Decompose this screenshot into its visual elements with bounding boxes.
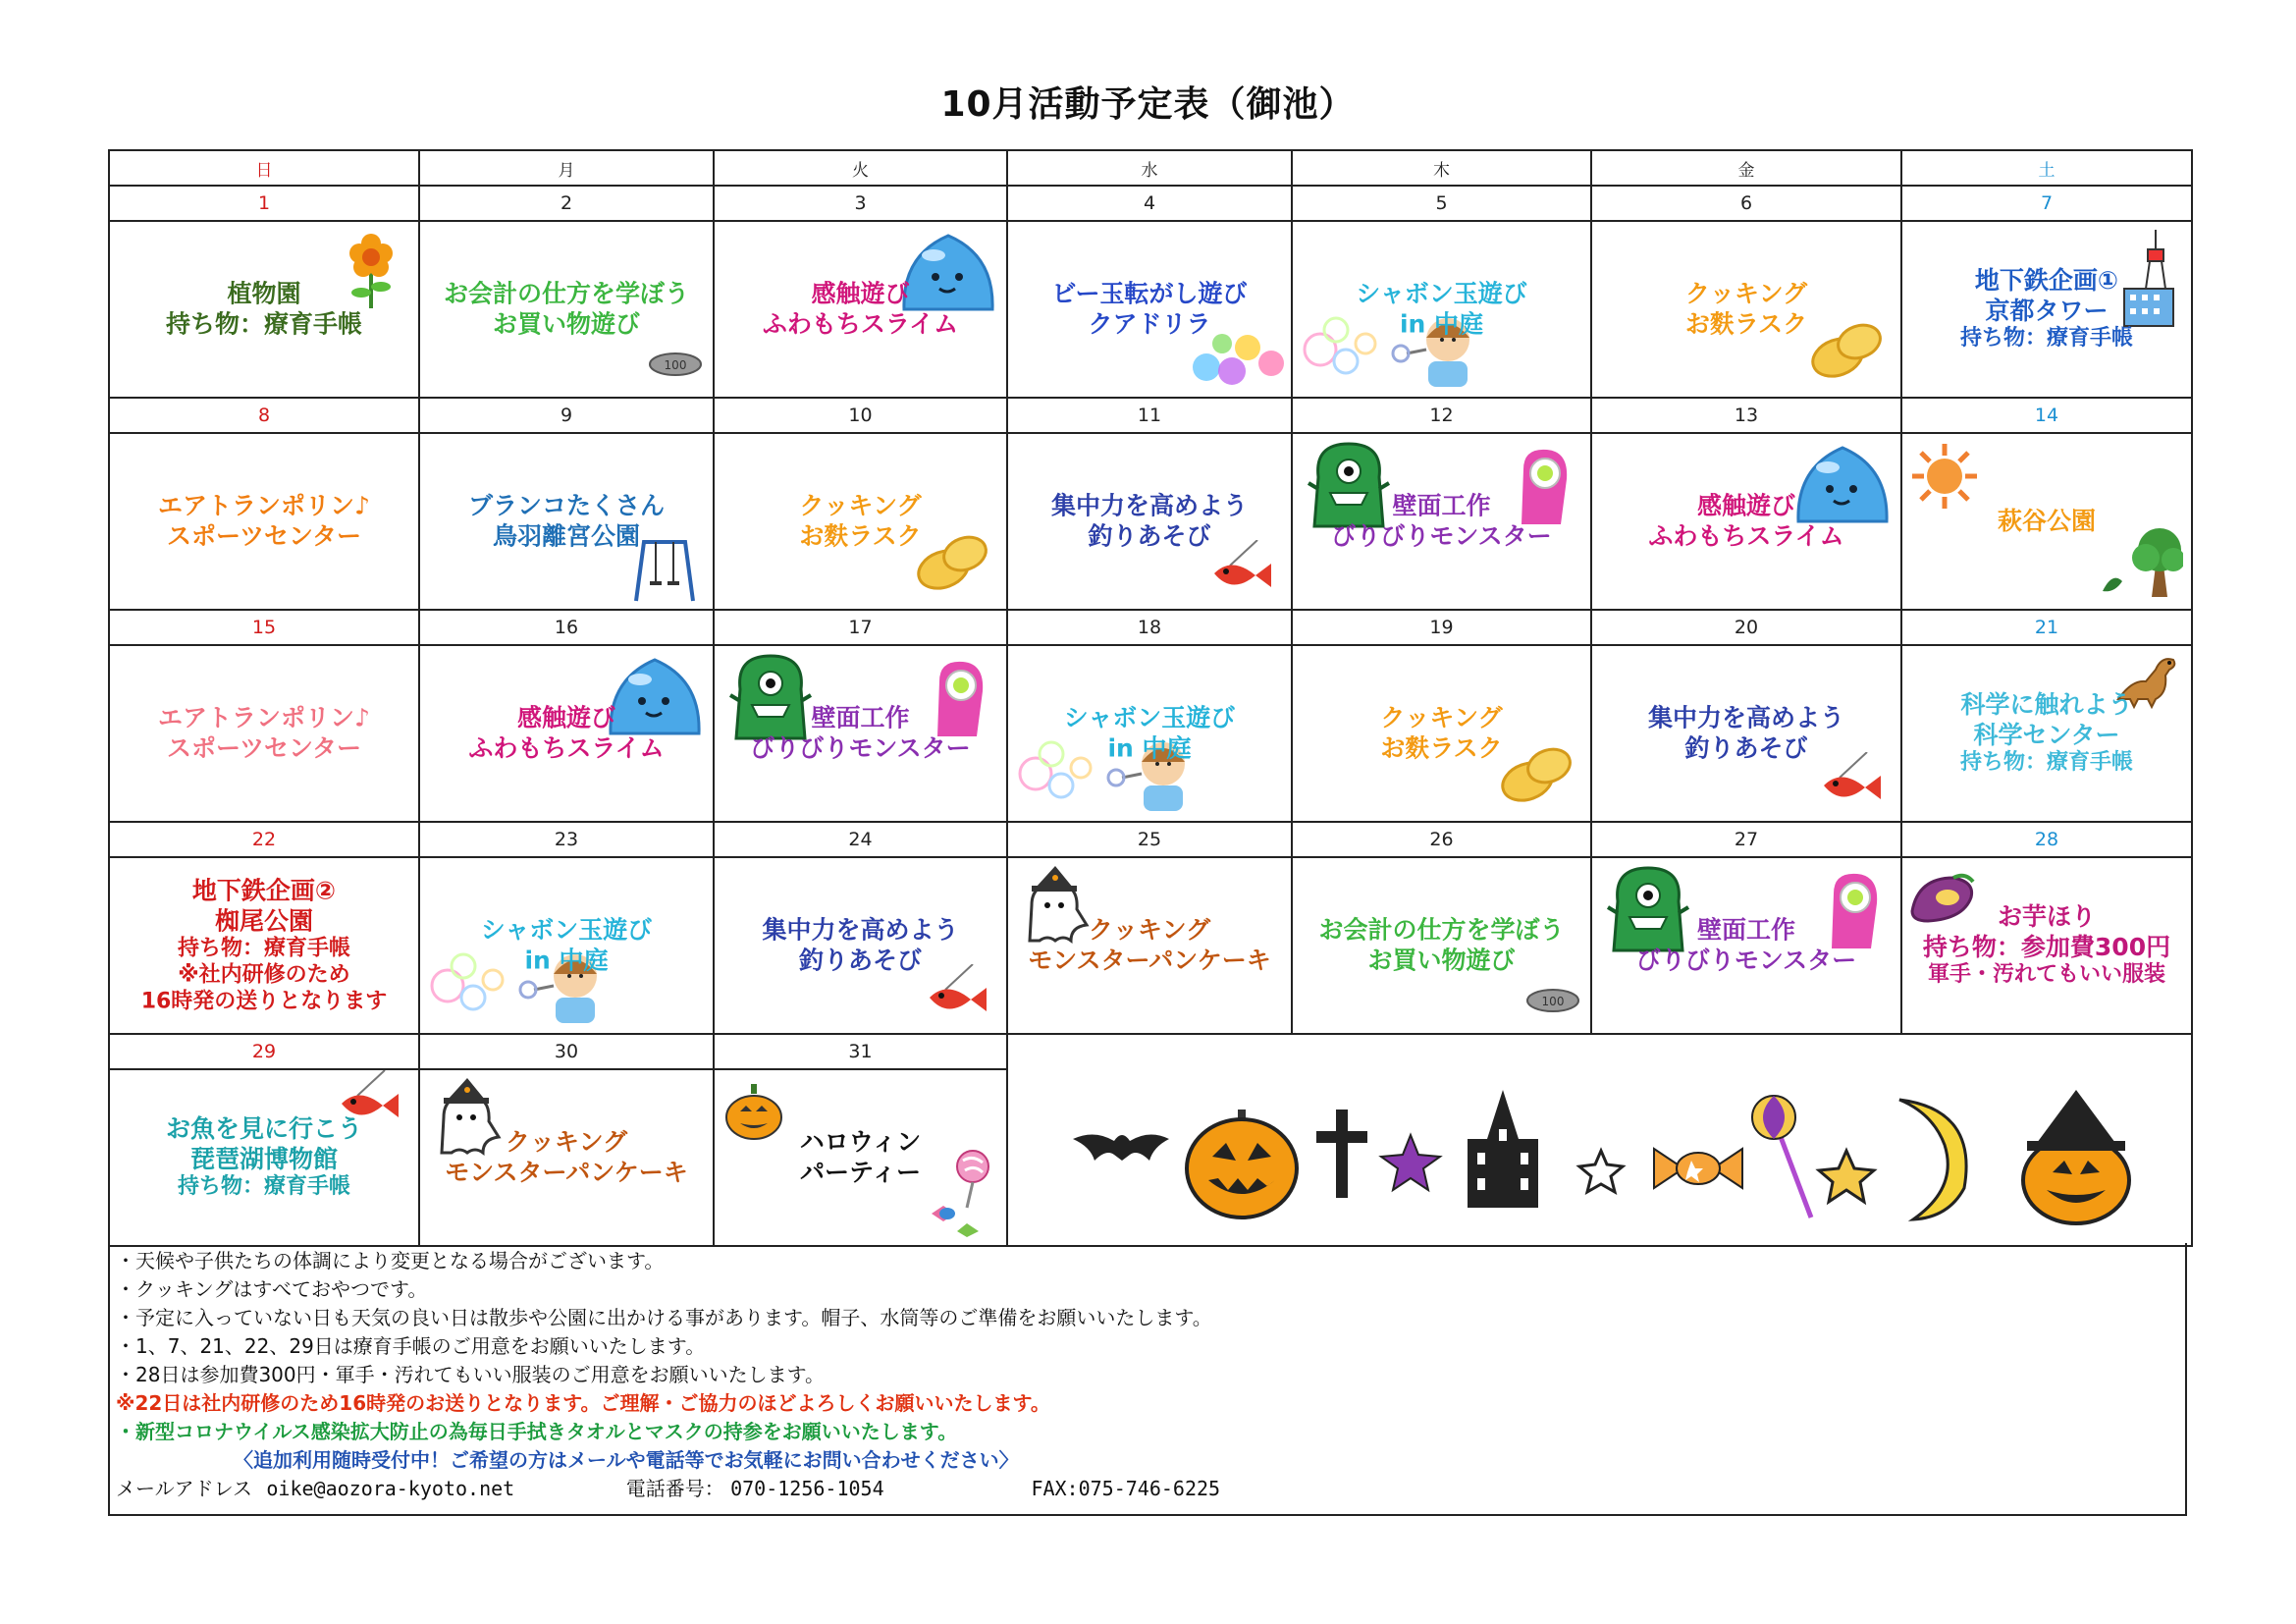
activity-row	[109, 1069, 2192, 1246]
weekday-sun: 日	[109, 150, 419, 186]
date-number: 11	[1007, 398, 1292, 433]
event-line: パーティー	[799, 1158, 921, 1186]
candy-icon	[1654, 1149, 1742, 1188]
event-line: 釣りあそび	[1088, 521, 1211, 550]
moon-icon	[1899, 1100, 1966, 1219]
event-line: ブランコたくさん	[467, 491, 665, 520]
event-line: 16時発の送りとなります	[140, 988, 388, 1013]
day-cell	[1292, 645, 1591, 822]
day-cell	[1007, 221, 1292, 398]
date-number: 6	[1591, 186, 1901, 221]
note-line: ・28日は参加費300円・軍手・汚れてもいい服装のご用意をお願いいたします。	[116, 1363, 826, 1386]
event-line: スポーツセンター	[166, 521, 361, 550]
event-line: 感触遊び	[516, 703, 615, 732]
svg-text:100: 100	[1541, 995, 1565, 1008]
day-cell	[1901, 221, 2192, 398]
day-cell	[1591, 433, 1901, 610]
event-line: in 中庭	[524, 946, 609, 974]
event-line: ふわもちスライム	[762, 309, 959, 338]
event-text	[1293, 916, 1590, 976]
cross-icon	[1316, 1110, 1367, 1198]
weekday-tue: 火	[714, 150, 1007, 186]
date-number-row	[109, 610, 2192, 645]
lollipop-icon	[1752, 1096, 1811, 1218]
event-line: クッキング	[1684, 279, 1808, 308]
event-text	[1008, 704, 1291, 764]
weekday-fri: 金	[1591, 150, 1901, 186]
event-line: 持ち物：療育手帳	[177, 936, 350, 961]
date-number: 7	[1901, 186, 2192, 221]
event-text	[1592, 916, 1900, 976]
event-text	[420, 280, 713, 340]
event-line: びりびりモンスター	[750, 733, 971, 762]
calendar-weeks	[109, 186, 2192, 1246]
event-line: クアドリラ	[1088, 309, 1211, 338]
event-text	[715, 492, 1006, 552]
weekday-thu: 木	[1292, 150, 1591, 186]
page-title: 10月活動予定表（御池）	[940, 84, 1356, 125]
event-text	[715, 916, 1006, 976]
date-number: 5	[1292, 186, 1591, 221]
event-line: 京都タワー	[1985, 296, 2109, 325]
date-number: 21	[1901, 610, 2192, 645]
event-line: in 中庭	[1399, 309, 1484, 338]
event-line: 持ち物：療育手帳	[1959, 750, 2133, 776]
event-line: ※社内研修のため	[178, 962, 350, 988]
event-line: 萩谷公園	[1997, 506, 2096, 535]
event-line: お麩ラスク	[799, 521, 922, 550]
event-line: びりびりモンスター	[1635, 946, 1857, 974]
day-cell	[714, 645, 1007, 822]
event-line: エアトランポリン♪	[158, 703, 370, 732]
day-cell	[109, 1069, 419, 1246]
calendar-table	[108, 149, 2193, 1247]
event-line: お麩ラスク	[1380, 733, 1503, 762]
note-line: ・予定に入っていない日も天気の良い日は散歩や公園に出かける事があります。帽子、水筒等のご準備をお願いいたします。	[116, 1306, 1212, 1329]
event-line: 椥尾公園	[214, 905, 313, 935]
date-number: 18	[1007, 610, 1292, 645]
notes-section	[108, 1243, 2187, 1516]
date-number: 31	[714, 1034, 1007, 1069]
date-number-row	[109, 1034, 2192, 1069]
event-text	[1902, 266, 2191, 352]
activity-row	[109, 645, 2192, 822]
note-line: ・クッキングはすべておやつです。	[116, 1277, 428, 1301]
event-line: 地下鉄企画①	[1974, 266, 2119, 296]
date-number: 19	[1292, 610, 1591, 645]
event-text	[110, 704, 418, 764]
event-line: 琵琶湖博物館	[189, 1144, 338, 1173]
event-text	[715, 1128, 1006, 1188]
date-number: 27	[1591, 822, 1901, 857]
date-number: 4	[1007, 186, 1292, 221]
event-text	[1902, 690, 2191, 777]
day-cell	[1901, 645, 2192, 822]
event-line: ふわもちスライム	[468, 733, 665, 762]
date-number: 14	[1901, 398, 2192, 433]
event-line: モンスターパンケーキ	[1028, 946, 1271, 974]
event-line: 感触遊び	[811, 279, 910, 308]
date-number: 13	[1591, 398, 1901, 433]
event-text	[110, 1114, 418, 1201]
event-line: 壁面工作	[811, 703, 910, 732]
event-line: 持ち物：療育手帳	[1959, 326, 2133, 352]
date-number: 1	[109, 186, 419, 221]
day-cell	[419, 645, 714, 822]
bat-icon	[1073, 1134, 1169, 1161]
event-text	[1592, 280, 1900, 340]
event-line: 持ち物：療育手帳	[165, 309, 362, 338]
date-number: 22	[109, 822, 419, 857]
event-text	[1293, 704, 1590, 764]
day-cell	[1901, 433, 2192, 610]
day-cell	[1292, 433, 1591, 610]
date-number: 8	[109, 398, 419, 433]
event-text	[110, 280, 418, 340]
weekday-header-row	[109, 150, 2192, 186]
date-number: 17	[714, 610, 1007, 645]
day-cell	[714, 433, 1007, 610]
date-number: 2	[419, 186, 714, 221]
event-text	[715, 280, 1006, 340]
email-address[interactable]: oike@aozora-kyoto.net	[266, 1477, 515, 1500]
date-number: 12	[1292, 398, 1591, 433]
event-line: 集中力を高めよう	[1050, 491, 1248, 520]
event-line: お麩ラスク	[1684, 309, 1808, 338]
date-number: 29	[109, 1034, 419, 1069]
event-text	[420, 1128, 713, 1188]
day-cell	[714, 1069, 1007, 1246]
event-line: お買い物遊び	[492, 309, 640, 338]
event-line: お買い物遊び	[1367, 946, 1516, 974]
date-number: 26	[1292, 822, 1591, 857]
weekday-wed: 水	[1007, 150, 1292, 186]
event-line: 植物園	[227, 279, 301, 308]
event-line: 壁面工作	[1392, 491, 1491, 520]
event-line: 科学に触れよう	[1960, 690, 2133, 720]
day-cell	[1292, 857, 1591, 1034]
day-cell	[1007, 433, 1292, 610]
day-cell	[1901, 857, 2192, 1034]
event-line: エアトランポリン♪	[158, 491, 370, 520]
day-cell	[109, 645, 419, 822]
activity-row	[109, 433, 2192, 610]
event-text	[715, 704, 1006, 764]
date-number-row	[109, 398, 2192, 433]
star-icon	[1579, 1151, 1623, 1192]
day-cell	[419, 1069, 714, 1246]
day-cell	[1292, 221, 1591, 398]
phone-number[interactable]: 070-1256-1054	[730, 1477, 884, 1500]
date-number: 10	[714, 398, 1007, 433]
day-cell	[109, 857, 419, 1034]
star-icon	[1381, 1135, 1440, 1190]
date-number-row	[109, 822, 2192, 857]
date-number: 30	[419, 1034, 714, 1069]
event-line: 持ち物：参加費300円	[1922, 932, 2171, 961]
activity-row	[109, 221, 2192, 398]
day-cell	[109, 221, 419, 398]
event-text	[1008, 492, 1291, 552]
contact-line	[116, 1475, 2179, 1503]
weekday-mon: 月	[419, 150, 714, 186]
event-text	[1293, 280, 1590, 340]
event-text	[110, 876, 418, 1014]
date-number: 3	[714, 186, 1007, 221]
event-line: お芋ほり	[1997, 902, 2096, 932]
event-text	[420, 704, 713, 764]
date-number: 23	[419, 822, 714, 857]
event-line: お会計の仕方を学ぼう	[443, 279, 689, 308]
day-cell	[109, 433, 419, 610]
event-line: 科学センター	[1973, 720, 2120, 749]
note-covid-notice: ・新型コロナウイルス感染拡大防止の為毎日手拭きタオルとマスクの持参をお願いいたします。	[116, 1420, 958, 1443]
date-number-row	[109, 186, 2192, 221]
event-text	[420, 492, 713, 552]
event-line: 壁面工作	[1696, 915, 1795, 945]
fax-number: FAX:075-746-6225	[1031, 1477, 1221, 1500]
email-label: メールアドレス	[116, 1477, 252, 1500]
star-icon	[1819, 1151, 1874, 1202]
event-line: クッキング	[799, 491, 922, 520]
svg-text:100: 100	[664, 358, 687, 372]
event-line: 感触遊び	[1696, 491, 1795, 520]
note-line: ・天候や子供たちの体調により変更となる場合がございます。	[116, 1249, 665, 1272]
event-text	[1902, 902, 2191, 989]
event-line: 鳥羽離宮公園	[492, 521, 640, 550]
event-line: in 中庭	[1107, 733, 1192, 762]
activity-row	[109, 857, 2192, 1034]
sun-icon	[1910, 442, 1979, 514]
event-text	[1293, 492, 1590, 552]
coin-icon	[648, 352, 703, 381]
day-cell	[419, 857, 714, 1034]
event-line: お魚を見に行こう	[165, 1114, 362, 1144]
date-number: 28	[1901, 822, 2192, 857]
event-line: クッキング	[1380, 703, 1503, 732]
day-cell	[419, 221, 714, 398]
event-line: 地下鉄企画②	[191, 876, 337, 905]
day-cell	[1591, 645, 1901, 822]
event-line: クッキング	[1088, 915, 1211, 945]
day-cell	[419, 433, 714, 610]
event-line: ハロウィン	[799, 1127, 922, 1157]
event-line: 集中力を高めよう	[762, 915, 959, 945]
halloween-decoration	[1007, 1069, 2192, 1246]
date-number: 25	[1007, 822, 1292, 857]
event-line: 集中力を高めよう	[1647, 703, 1844, 732]
event-text	[110, 492, 418, 552]
day-cell	[1007, 645, 1292, 822]
day-cell	[1591, 221, 1901, 398]
day-cell	[714, 221, 1007, 398]
date-number: 16	[419, 610, 714, 645]
date-number: 15	[109, 610, 419, 645]
event-line: ビー玉転がし遊び	[1051, 279, 1248, 308]
event-line: 釣りあそび	[1684, 733, 1808, 762]
day-cell	[714, 857, 1007, 1034]
event-line: 持ち物：療育手帳	[177, 1174, 350, 1200]
note-enrollment-notice: 〈追加利用随時受付中！ご希望の方はメールや電話等でお気軽にお問い合わせください〉	[234, 1448, 1019, 1472]
event-line: クッキング	[505, 1127, 628, 1157]
weekday-sat: 土	[1901, 150, 2192, 186]
event-line: 軍手・汚れてもいい服装	[1927, 962, 2165, 988]
event-line: スポーツセンター	[166, 733, 361, 762]
event-line: お会計の仕方を学ぼう	[1318, 915, 1565, 945]
date-number: 9	[419, 398, 714, 433]
coin-icon	[1525, 988, 1580, 1017]
note-line: ・1、7、21、22、29日は療育手帳のご用意をお願いいたします。	[116, 1334, 706, 1358]
event-line: シャボン玉遊び	[480, 915, 653, 945]
event-line: ふわもちスライム	[1648, 521, 1844, 550]
event-text	[1008, 280, 1291, 340]
event-line: モンスターパンケーキ	[445, 1158, 688, 1186]
date-number: 20	[1591, 610, 1901, 645]
event-text	[1008, 916, 1291, 976]
day-cell	[1007, 857, 1292, 1034]
pumpkin-icon	[2023, 1090, 2129, 1223]
haunted-house-icon	[1468, 1090, 1538, 1208]
date-number-empty	[1007, 1034, 2192, 1069]
date-number: 24	[714, 822, 1007, 857]
event-line: シャボン玉遊び	[1063, 703, 1236, 732]
phone-label: 電話番号：	[625, 1477, 724, 1500]
event-line: 釣りあそび	[798, 946, 922, 974]
event-line: びりびりモンスター	[1331, 521, 1552, 550]
day-cell	[1591, 857, 1901, 1034]
event-line: シャボン玉遊び	[1356, 279, 1527, 308]
event-text	[1902, 507, 2191, 537]
pumpkin-icon	[1187, 1110, 1297, 1218]
event-text	[1592, 704, 1900, 764]
event-text	[420, 916, 713, 976]
event-text	[1592, 492, 1900, 552]
note-training-notice: ※22日は社内研修のため16時発のお送りとなります。ご理解・ご協力のほどよろしくお願いいたします。	[116, 1391, 1050, 1415]
